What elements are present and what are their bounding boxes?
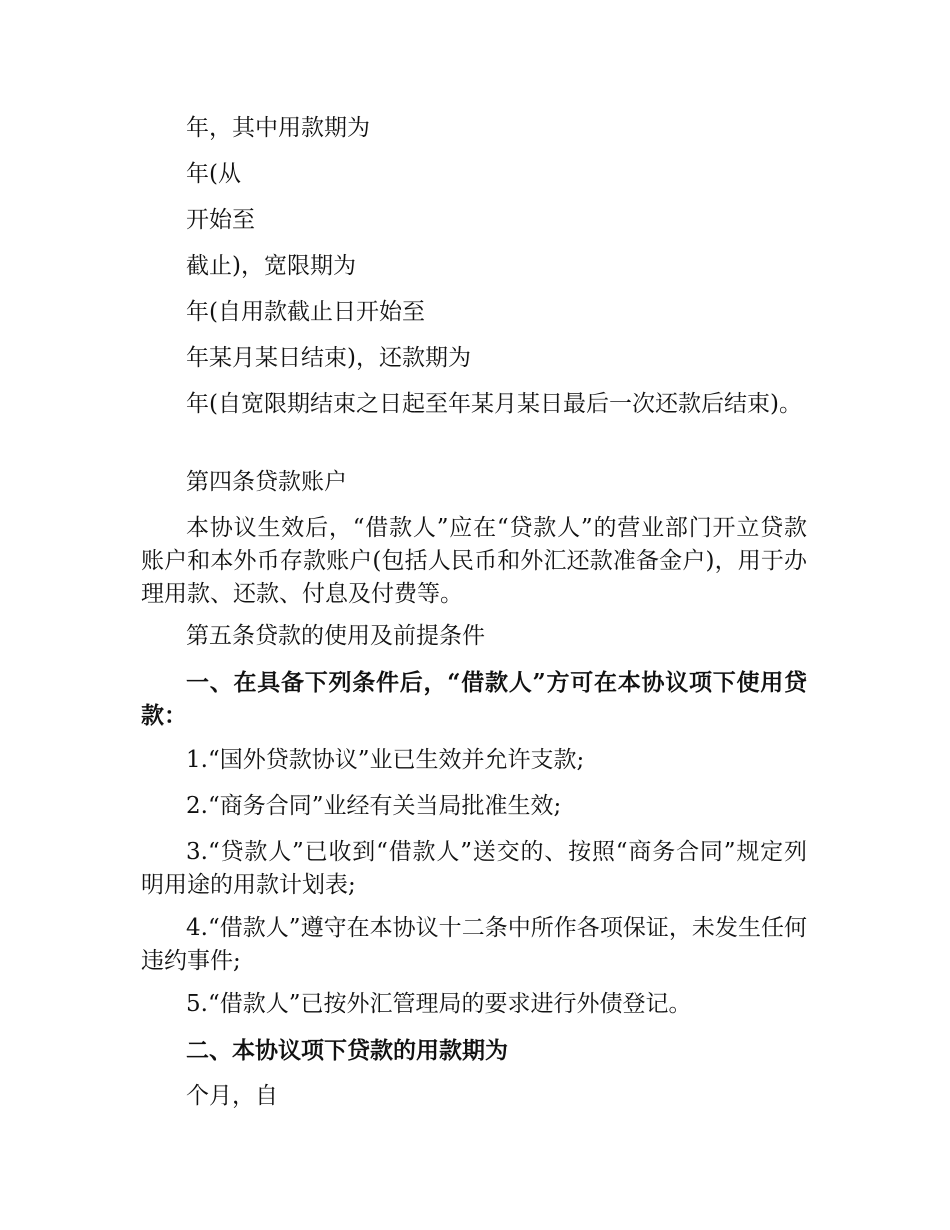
list-item-5: 5.“借款人”已按外汇管理局的要求进行外债登记。: [186, 991, 692, 1017]
paragraph-4: 截止)，宽限期为: [186, 253, 356, 279]
list-item-2: 2.“商务合同”业经有关当局批准生效;: [186, 793, 562, 819]
clause-heading-2: 二、本协议项下贷款的用款期为: [186, 1037, 508, 1064]
section-heading-article-5: 第五条贷款的使用及前提条件: [186, 623, 485, 649]
paragraph-6: 年某月某日结束)，还款期为: [186, 345, 471, 371]
list-item-1: 1.“国外贷款协议”业已生效并允许支款;: [186, 747, 585, 773]
paragraph-3: 开始至: [186, 207, 255, 233]
section-heading-article-4: 第四条贷款账户: [186, 469, 347, 495]
paragraph-2: 年(从: [186, 161, 241, 187]
paragraph-1: 年，其中用款期为: [186, 115, 370, 141]
paragraph-final: 个月，自: [186, 1083, 278, 1109]
paragraph-7: 年(自宽限期结束之日起至年某月某日最后一次还款后结束)。: [186, 391, 802, 417]
list-item-4: 4.“借款人”遵守在本协议十二条中所作各项保证，未发生任何违约事件;: [141, 915, 807, 974]
paragraph-5: 年(自用款截止日开始至: [186, 299, 425, 325]
list-item-3: 3.“贷款人”已收到“借款人”送交的、按照“商务合同”规定列明用途的用款计划表;: [141, 839, 807, 898]
paragraph-loan-account: 本协议生效后，“借款人”应在“贷款人”的营业部门开立贷款账户和本外币存款账户(包括人民币和外汇还款准备金户)，用于办理用款、还款、付息及付费等。: [141, 515, 807, 607]
clause-heading-1: 一、在具备下列条件后，“借款人”方可在本协议项下使用贷款：: [141, 669, 807, 729]
